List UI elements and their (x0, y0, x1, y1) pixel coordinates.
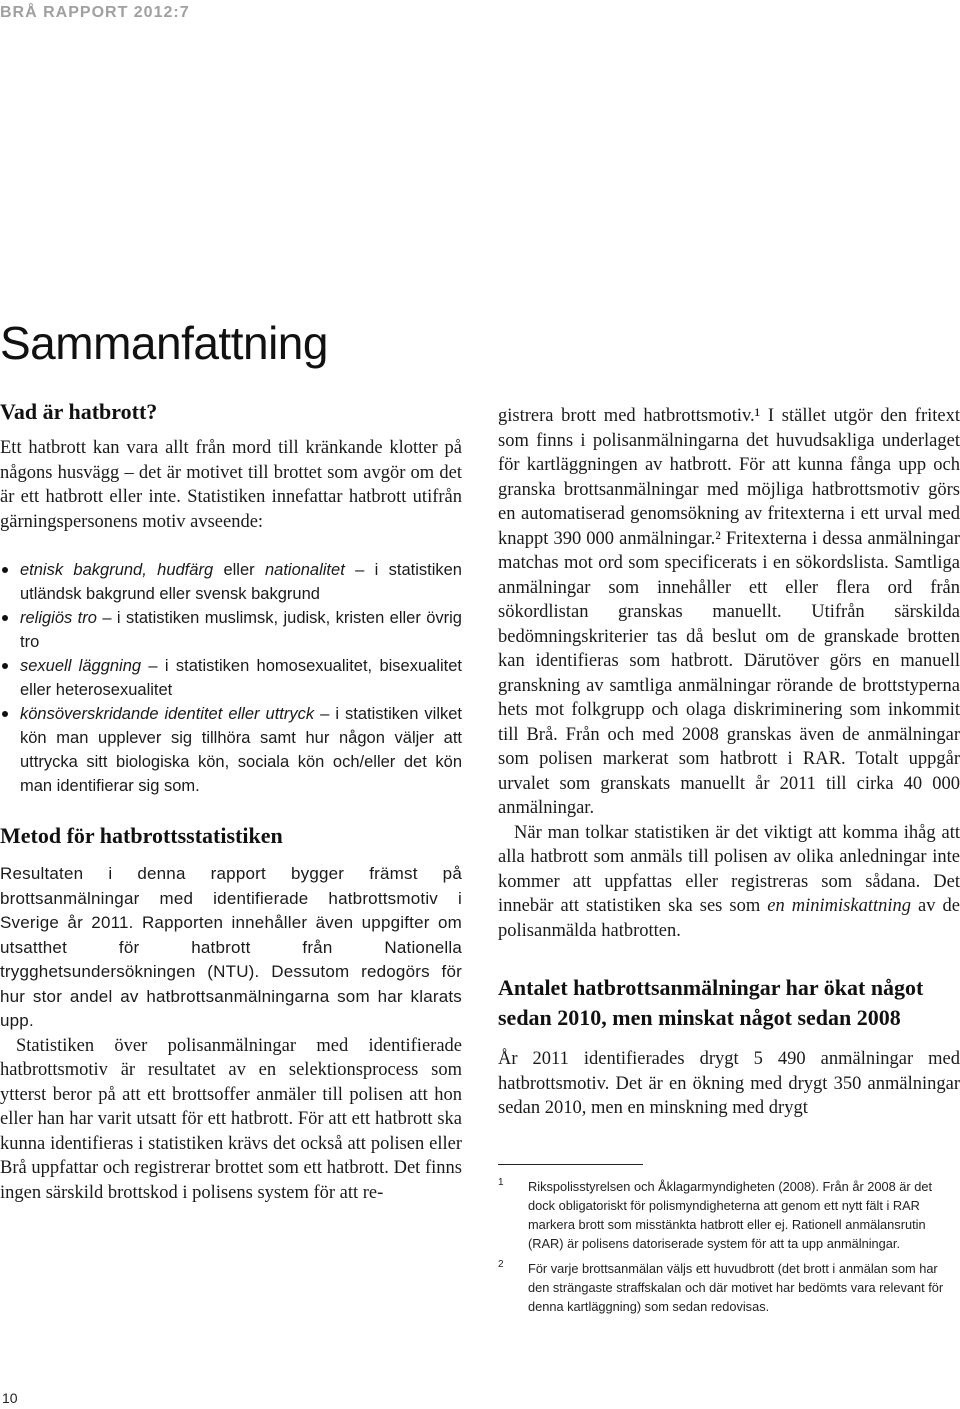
paragraph-text: av de polisanmälda hatbrotten. (498, 896, 960, 941)
paragraph-text: När man tolkar statistiken är det viktigt att komma ihåg att alla hatbrott som anmäls till polisen av olika anledningar inte kommer att uppfattas eller registreras som sådana. Det innebär att statistiken ska ses som (498, 822, 960, 916)
page-title: Sammanfattning (0, 317, 328, 369)
continued-paragraph: gistrera brott med hatbrottsmotiv.¹ I stället utgör den fritext som finns i polisanmälningarna det huvudsakliga underlaget för kartläggningen av hatbrott. För att kunna fånga upp och granska brottsanmälningar med möjliga hatbrottsmotiv görs en automatiserad genomsökning av fritexterna i ett urval med knappt 390 000 anmälningar.² Fritexterna i dessa anmälningar matchas mot ord som specificerats i en sökordslista. Samtliga anmälningar som innehåller ett eller flera ord från sökordlistan granskas manuellt. Utifrån särskilda bedömningskriterier tas då beslut om de granskade brotten kan identifieras som hatbrott. Därutöver görs en manuell granskning av samtliga anmälningar rörande de brottstyperna hets mot folkgrupp och olaga diskriminering som inkommit till Brå. Från och med 2008 granskas även de anmälningar som polisen markerat som hatbrott i RAR. Totalt uppgår urvalet som granskats manuellt år 2011 till cirka 40 000 anmälningar. (498, 406, 960, 818)
method-paragraph-2: Statistiken över polisanmälningar med identifierade hatbrottsmotiv är resultatet av en selektionsprocess som ytterst beror på att ett brottsoffer anmäler till polisen att hon eller han har varit utsatt för ett hatbrott. För att ett hatbrott ska kunna identifieras i statistiken krävs det också att polisen eller Brå uppfattar och registrerar brottet som ett hatbrott. Det finns ingen särskild brottskod i polisens system för att re- (0, 1035, 462, 1203)
footnotes (498, 1164, 960, 1316)
list-item-text: – i statistiken vilket kön man upplever sig tillhöra samt hur någon väljer att uttrycka sitt biologiska kön, sociala kön och/eller det kön man identifierar sig som. (20, 705, 463, 795)
heading-vad-ar-hatbrott: Vad är hatbrott? (0, 399, 158, 424)
footnote-number: 2 (498, 1259, 504, 1270)
footnote-number: 1 (498, 1177, 504, 1188)
list-item-emphasis: religiös tro (20, 609, 97, 627)
list-item-connector: eller (213, 561, 265, 579)
method-paragraph-1: Resultaten i denna rapport bygger främst på brottsanmälningar med identifierade hatbrottsmotiv i Sverige år 2011. Rapporten innehåller även uppgifter om utsatthet för hatbrott från Nationella trygghetsundersökningen (NTU). Dessutom redogörs för hur stor andel av hatbrottsanmälningarna som har klarats upp. (0, 864, 462, 1030)
running-header: BRÅ RAPPORT 2012:7 (0, 4, 190, 21)
heading-metod: Metod för hatbrottsstatistiken (0, 823, 283, 848)
list-item (20, 606, 462, 654)
interpretation-paragraph (498, 821, 960, 944)
intro-paragraph: Ett hatbrott kan vara allt från mord till kränkande klotter på någons husvägg – det är motivet till brottet som avgör om det är ett hatbrott eller inte. Statistiken innefattar hatbrott utifrån gärningspersonens motiv avseende: (0, 438, 462, 532)
list-item (20, 558, 462, 606)
list-item-text: – i statistiken homosexualitet, bisexualitet eller heterosexualitet (20, 657, 462, 699)
motive-list (0, 558, 462, 798)
footnote-1 (498, 1177, 960, 1253)
paragraph-emphasis: en minimiskattning (767, 896, 911, 916)
footnote-text: Rikspolisstyrelsen och Åklagarmyndigheten (2008). Från år 2008 är det dock obligatoriskt för polismyndigheterna att genom ett nytt fält i RAR markera brott som misstänkta hatbrott eller ej. Rationell anmälansrutin (RAR) är polisens datoriserade system för att ta upp anmälningar. (528, 1179, 933, 1251)
heading-antalet: Antalet hatbrottsanmälningar har ökat något sedan 2010, men minskat något sedan 2008 (498, 975, 924, 1030)
page-number: 10 (2, 1390, 18, 1406)
footnote-divider (498, 1164, 643, 1165)
footnote-text: För varje brottsanmälan väljs ett huvudbrott (det brott i anmälan som har den strängaste straffskalan och där motivet har bedömts vara relevant för denna kartläggning) som sedan redovisas. (528, 1261, 944, 1314)
list-item-text: – i statistiken utländsk bakgrund eller svensk bakgrund (20, 561, 462, 603)
list-item-emphasis: sexuell läggning (20, 657, 142, 675)
left-column (0, 398, 462, 1205)
list-item-emphasis: nationalitet (264, 561, 345, 579)
list-item (20, 654, 462, 702)
statistics-paragraph: År 2011 identifierades drygt 5 490 anmälningar med hatbrottsmotiv. Det är en ökning med drygt 350 anmälningar sedan 2010, men en minskning med drygt (498, 1049, 960, 1118)
list-item-emphasis: etnisk bakgrund, hudfärg (20, 561, 214, 579)
list-item (20, 702, 462, 798)
right-column (498, 404, 960, 1121)
list-item-emphasis: könsöverskridande identitet eller uttryck (20, 705, 315, 723)
footnote-2 (498, 1259, 960, 1316)
list-item-text: – i statistiken muslimsk, judisk, kristen eller övrig tro (20, 609, 462, 651)
